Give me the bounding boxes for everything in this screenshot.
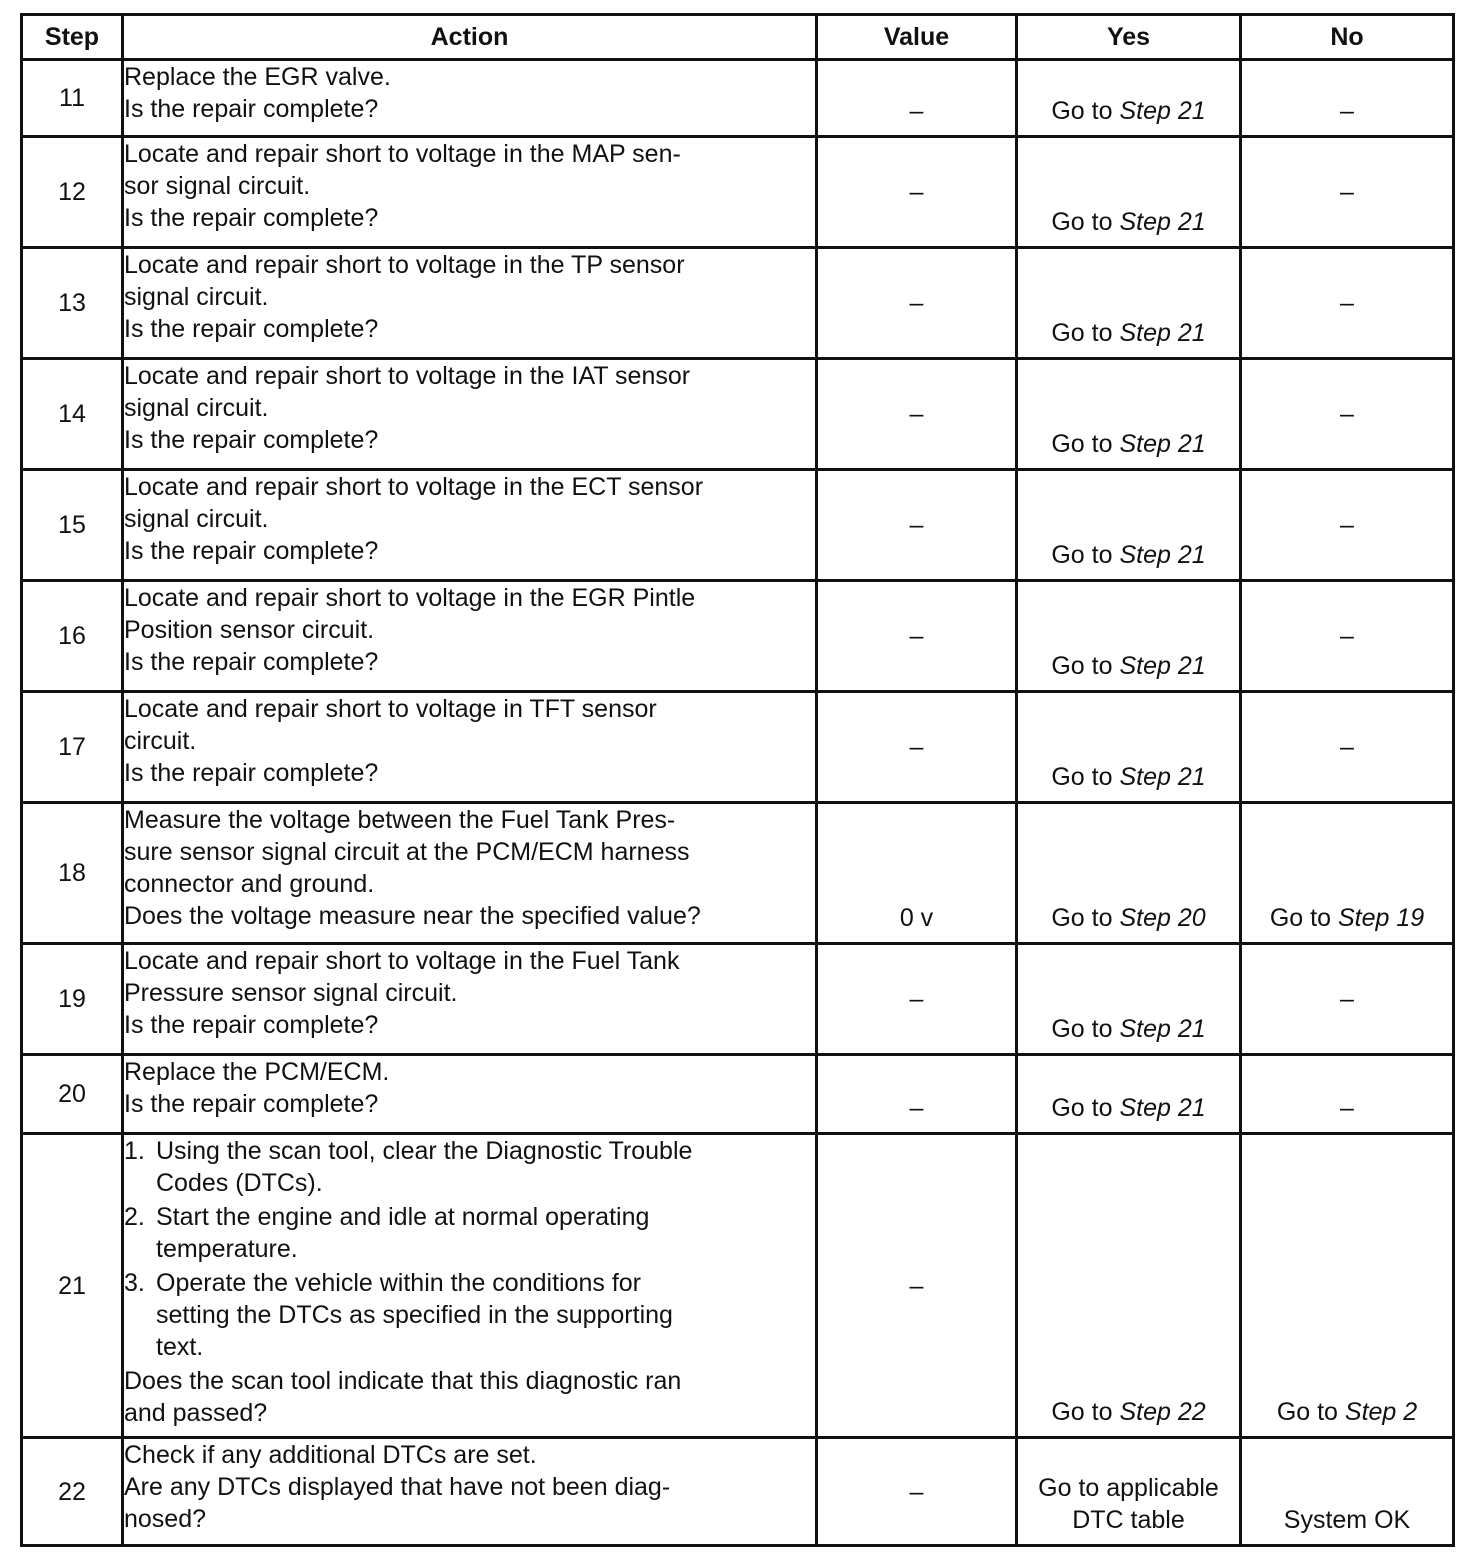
step-number: 15 bbox=[22, 470, 123, 581]
value-cell: – bbox=[817, 470, 1017, 581]
action-line: Pressure sensor signal circuit. bbox=[124, 979, 458, 1007]
header-row bbox=[22, 15, 1454, 60]
no-cell bbox=[1241, 803, 1454, 944]
action-line: Is the repair complete? bbox=[124, 537, 379, 565]
list-item bbox=[124, 1267, 815, 1363]
action-line: nosed? bbox=[124, 1505, 207, 1533]
action-line: and passed? bbox=[124, 1399, 268, 1427]
value-cell: – bbox=[817, 1055, 1017, 1134]
no-prefix: Go to bbox=[1276, 1398, 1345, 1426]
yes-line: Go to applicable bbox=[1038, 1474, 1219, 1502]
list-text bbox=[156, 1267, 815, 1363]
no-step-ref: Step 2 bbox=[1344, 1398, 1418, 1426]
list-item bbox=[124, 1135, 815, 1199]
action-line: Locate and repair short to voltage in the Fuel Tank bbox=[124, 947, 680, 975]
action-line: setting the DTCs as specified in the supporting bbox=[156, 1301, 673, 1329]
yes-cell bbox=[1017, 359, 1241, 470]
yes-cell bbox=[1017, 60, 1241, 137]
action-line: Locate and repair short to voltage in the IAT sensor bbox=[124, 362, 691, 390]
list-text bbox=[156, 1135, 815, 1199]
value-cell: 0 v bbox=[817, 803, 1017, 944]
action-line: Is the repair complete? bbox=[124, 1090, 379, 1118]
yes-cell bbox=[1017, 1055, 1241, 1134]
yes-step-ref: Step 22 bbox=[1119, 1398, 1206, 1426]
step-number: 22 bbox=[22, 1438, 123, 1546]
action-cell bbox=[123, 359, 817, 470]
no-cell: – bbox=[1241, 944, 1454, 1055]
action-cell bbox=[123, 248, 817, 359]
diagnostic-table bbox=[20, 13, 1455, 1547]
action-line: temperature. bbox=[156, 1235, 298, 1263]
no-cell: – bbox=[1241, 470, 1454, 581]
action-line: Is the repair complete? bbox=[124, 315, 379, 343]
value-cell: – bbox=[817, 1134, 1017, 1438]
no-cell: – bbox=[1241, 359, 1454, 470]
table-row bbox=[22, 60, 1454, 137]
list-item bbox=[124, 1201, 815, 1265]
action-cell bbox=[123, 470, 817, 581]
action-cell bbox=[123, 1438, 817, 1546]
yes-prefix: Go to bbox=[1051, 1094, 1120, 1122]
table-row bbox=[22, 248, 1454, 359]
yes-prefix: Go to bbox=[1051, 652, 1120, 680]
header-yes: Yes bbox=[1017, 15, 1241, 60]
yes-cell bbox=[1017, 581, 1241, 692]
value-cell: – bbox=[817, 137, 1017, 248]
action-line: Is the repair complete? bbox=[124, 759, 379, 787]
yes-prefix: Go to bbox=[1051, 208, 1120, 236]
action-line: Codes (DTCs). bbox=[156, 1169, 323, 1197]
table-row bbox=[22, 470, 1454, 581]
yes-cell bbox=[1017, 944, 1241, 1055]
action-line: signal circuit. bbox=[124, 505, 269, 533]
table-row bbox=[22, 944, 1454, 1055]
action-line: Is the repair complete? bbox=[124, 1011, 379, 1039]
step-number: 13 bbox=[22, 248, 123, 359]
no-cell: System OK bbox=[1241, 1438, 1454, 1546]
value-cell: – bbox=[817, 1438, 1017, 1546]
yes-step-ref: Step 21 bbox=[1119, 430, 1206, 458]
value-cell: – bbox=[817, 60, 1017, 137]
table-row bbox=[22, 1134, 1454, 1438]
yes-step-ref: Step 21 bbox=[1119, 1015, 1206, 1043]
yes-step-ref: Step 21 bbox=[1119, 1094, 1206, 1122]
step-number: 11 bbox=[22, 60, 123, 137]
yes-prefix: Go to bbox=[1051, 97, 1120, 125]
yes-prefix: Go to bbox=[1051, 319, 1120, 347]
action-line: Measure the voltage between the Fuel Tank Pres- bbox=[124, 806, 676, 834]
numbered-list bbox=[124, 1135, 815, 1363]
yes-step-ref: Step 21 bbox=[1119, 97, 1206, 125]
step-number: 19 bbox=[22, 944, 123, 1055]
no-cell: – bbox=[1241, 137, 1454, 248]
table-row bbox=[22, 137, 1454, 248]
action-line: Locate and repair short to voltage in the ECT sensor bbox=[124, 473, 704, 501]
action-cell bbox=[123, 137, 817, 248]
yes-step-ref: Step 21 bbox=[1119, 319, 1206, 347]
action-line: Operate the vehicle within the conditions for bbox=[156, 1269, 641, 1297]
action-cell bbox=[123, 60, 817, 137]
no-cell: – bbox=[1241, 60, 1454, 137]
action-line: Is the repair complete? bbox=[124, 204, 379, 232]
action-line: Locate and repair short to voltage in the MAP sen- bbox=[124, 140, 681, 168]
yes-step-ref: Step 21 bbox=[1119, 652, 1206, 680]
step-number: 14 bbox=[22, 359, 123, 470]
yes-cell bbox=[1017, 692, 1241, 803]
yes-prefix: Go to bbox=[1051, 763, 1120, 791]
step-number: 12 bbox=[22, 137, 123, 248]
yes-prefix: Go to bbox=[1051, 1015, 1120, 1043]
action-line: Replace the PCM/ECM. bbox=[124, 1058, 390, 1086]
action-line: Locate and repair short to voltage in the EGR Pintle bbox=[124, 584, 696, 612]
action-cell bbox=[123, 692, 817, 803]
action-cell bbox=[123, 803, 817, 944]
list-number: 3. bbox=[124, 1269, 145, 1297]
action-line: Does the scan tool indicate that this diagnostic ran bbox=[124, 1367, 682, 1395]
action-line: sure sensor signal circuit at the PCM/ECM harness bbox=[124, 838, 690, 866]
value-cell: – bbox=[817, 944, 1017, 1055]
action-line: Check if any additional DTCs are set. bbox=[124, 1441, 537, 1469]
yes-step-ref: Step 20 bbox=[1119, 904, 1206, 932]
yes-cell bbox=[1017, 1134, 1241, 1438]
no-cell: – bbox=[1241, 692, 1454, 803]
action-line: signal circuit. bbox=[124, 394, 269, 422]
action-line: text. bbox=[156, 1333, 204, 1361]
table-row bbox=[22, 359, 1454, 470]
action-line: Does the voltage measure near the specified value? bbox=[124, 902, 701, 930]
yes-cell bbox=[1017, 137, 1241, 248]
step-number: 16 bbox=[22, 581, 123, 692]
no-cell: – bbox=[1241, 1055, 1454, 1134]
action-line: Locate and repair short to voltage in the TP sensor bbox=[124, 251, 685, 279]
yes-step-ref: Step 21 bbox=[1119, 763, 1206, 791]
value-cell: – bbox=[817, 248, 1017, 359]
action-line: connector and ground. bbox=[124, 870, 375, 898]
no-cell: – bbox=[1241, 581, 1454, 692]
yes-line: DTC table bbox=[1072, 1506, 1185, 1534]
step-number: 20 bbox=[22, 1055, 123, 1134]
list-number: 1. bbox=[124, 1137, 145, 1165]
action-cell bbox=[123, 944, 817, 1055]
action-line: Position sensor circuit. bbox=[124, 616, 375, 644]
step-number: 18 bbox=[22, 803, 123, 944]
table-row bbox=[22, 1438, 1454, 1546]
list-number: 2. bbox=[124, 1203, 145, 1231]
table-row bbox=[22, 1055, 1454, 1134]
header-step: Step bbox=[22, 15, 123, 60]
yes-cell bbox=[1017, 470, 1241, 581]
table-row bbox=[22, 692, 1454, 803]
table-row bbox=[22, 803, 1454, 944]
action-line: Is the repair complete? bbox=[124, 95, 379, 123]
no-cell: – bbox=[1241, 248, 1454, 359]
no-cell bbox=[1241, 1134, 1454, 1438]
step-number: 21 bbox=[22, 1134, 123, 1438]
action-line: Start the engine and idle at normal operating bbox=[156, 1203, 650, 1231]
header-no: No bbox=[1241, 15, 1454, 60]
action-cell bbox=[123, 1055, 817, 1134]
yes-prefix: Go to bbox=[1051, 1398, 1120, 1426]
header-action: Action bbox=[123, 15, 817, 60]
yes-step-ref: Step 21 bbox=[1119, 541, 1206, 569]
action-cell bbox=[123, 581, 817, 692]
yes-cell bbox=[1017, 803, 1241, 944]
yes-prefix: Go to bbox=[1051, 541, 1120, 569]
action-line: signal circuit. bbox=[124, 283, 269, 311]
action-line: Locate and repair short to voltage in TFT sensor bbox=[124, 695, 657, 723]
action-line: Replace the EGR valve. bbox=[124, 63, 391, 91]
yes-prefix: Go to bbox=[1051, 430, 1120, 458]
no-step-ref: Step 19 bbox=[1337, 904, 1425, 932]
yes-step-ref: Step 21 bbox=[1119, 208, 1206, 236]
list-text bbox=[156, 1201, 815, 1265]
action-cell bbox=[123, 1134, 817, 1438]
value-cell: – bbox=[817, 581, 1017, 692]
value-cell: – bbox=[817, 359, 1017, 470]
yes-cell bbox=[1017, 1438, 1241, 1546]
header-value: Value bbox=[817, 15, 1017, 60]
step-number: 17 bbox=[22, 692, 123, 803]
yes-cell bbox=[1017, 248, 1241, 359]
action-line: Is the repair complete? bbox=[124, 426, 379, 454]
yes-prefix: Go to bbox=[1051, 904, 1120, 932]
action-line: sor signal circuit. bbox=[124, 172, 311, 200]
table-row bbox=[22, 581, 1454, 692]
action-line: Are any DTCs displayed that have not been diag- bbox=[124, 1473, 671, 1501]
action-line: Is the repair complete? bbox=[124, 648, 379, 676]
value-cell: – bbox=[817, 692, 1017, 803]
no-prefix: Go to bbox=[1269, 904, 1338, 932]
action-line: circuit. bbox=[124, 727, 197, 755]
action-line: Using the scan tool, clear the Diagnostic Trouble bbox=[156, 1137, 693, 1165]
